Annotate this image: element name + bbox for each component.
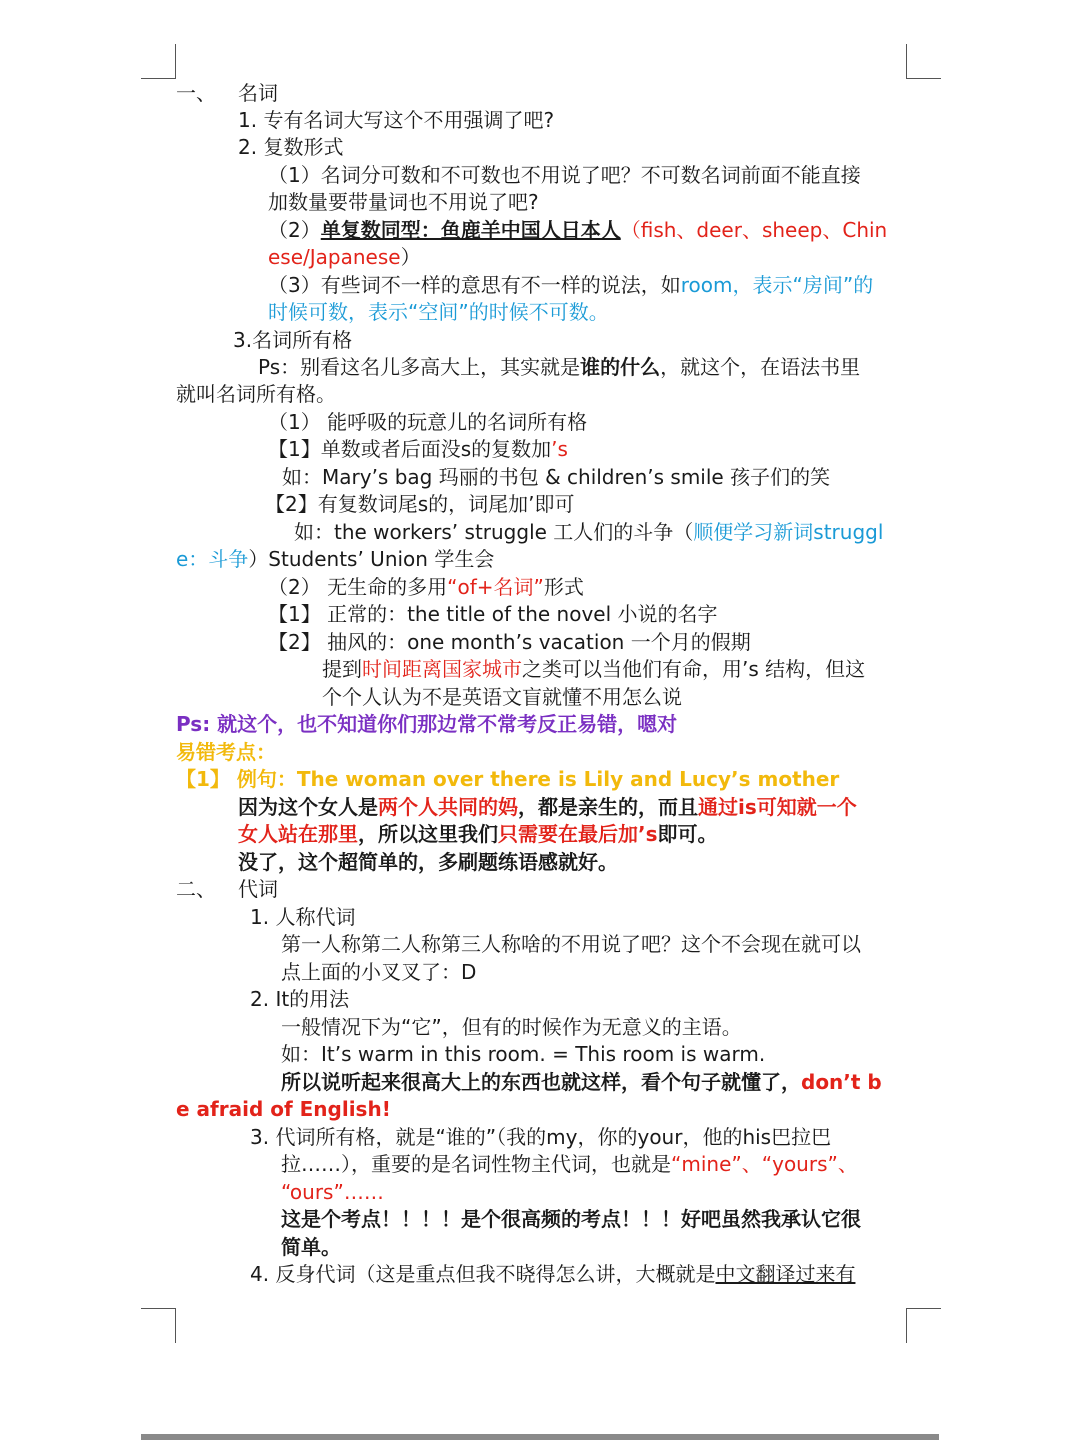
text-line [268,217,887,244]
text-run: 【1】单数或者后面没s的复数加 [268,437,552,461]
text-line: 就叫名词所有格。 [176,382,336,406]
page-corner-mark-top-right [906,44,941,79]
text-line: 如：It’s warm in this room. = This room is warm. [281,1042,766,1066]
highlight-text: ’s [551,437,568,461]
text-line: 【2】 抽风的：one month’s vacation 一个月的假期 [268,630,751,654]
highlight-text: ese/Japanese [268,245,401,269]
text-line [268,436,568,463]
text-line: 1. 人称代词 [250,905,356,929]
text-run: （2） [268,218,321,242]
text-line: 【2】有复数词尾s的，词尾加’即可 [265,492,575,516]
page-corner-mark-bottom-left [141,1308,176,1343]
text-line [268,272,873,299]
text-run: 之类可以当他们有命，用’s 结构，但这 [522,657,866,681]
text-line: 个个人认为不是英语文盲就懂不用怎么说 [322,685,682,709]
text-line: 2. It的用法 [250,987,350,1011]
text-run: 因为这个女人是 [238,795,378,819]
ps-note: Ps: 就这个，也不知道你们那边常不常考反正易错，嗯对 [176,712,678,736]
highlight-text: （fish、deer、sheep、Chin [620,218,888,242]
text-run: 形式 [543,575,584,599]
highlight-text: room，表示“房间”的 [680,273,874,297]
highlight-text: 顺便学习新词struggl [693,520,884,544]
section-title: 名词 [238,81,278,105]
text-line [294,519,883,546]
text-run: 如：the workers’ struggle 工人们的斗争（ [294,520,694,544]
underlined-text: 中文翻译过来有 [715,1262,856,1286]
highlight-text: “of+名词” [447,575,544,599]
text-run: ，所以这里我们 [358,822,498,846]
text-line [238,821,718,848]
text-run: ） [400,245,421,269]
text-line: 3. 代词所有格，就是“谁的”（我的my，你的your，他的his巴拉巴 [250,1125,832,1149]
section-number: 二、 [176,877,216,901]
text-run: 所以说听起来很高大上的东西也就这样，看个句子就懂了， [281,1070,801,1094]
text-line: 加数量要带量词也不用说了吧? [268,190,539,214]
text-line: （1） 能呼吸的玩意儿的名词所有格 [268,410,588,434]
text-line [322,656,865,683]
scroll-indicator-bar [141,1434,939,1440]
text-run: 提到 [322,657,362,681]
example-sentence: 【1】 例句：The woman over there is Lily and Lucy’s mother [176,767,840,791]
text-run: ，都是亲生的，而且 [518,795,698,819]
highlight-text: 只需要在最后加’s [498,822,658,846]
emphasis-text: 谁的什么 [580,355,661,379]
text-line [281,1069,882,1096]
highlight-text: 时间距离国家城市 [362,657,522,681]
text-line [258,354,860,381]
text-run: 拉……），重要的是名词性物主代词，也就是 [281,1152,671,1176]
section-title: 代词 [238,877,278,901]
highlight-text: e：斗争 [176,547,249,571]
highlight-text: “mine”、“yours”、 [671,1152,858,1176]
text-line: 2. 复数形式 [238,135,344,159]
text-run: （2） 无生命的多用 [268,575,448,599]
text-line: 时候可数，表示“空间”的时候不可数。 [268,300,609,324]
text-run: Ps：别看这名儿多高大上，其实就是 [258,355,581,379]
text-line: 一般情况下为“它”，但有的时候作为无意义的主语。 [281,1015,742,1039]
text-line: 简单。 [281,1235,341,1259]
section-heading-1 [176,80,278,107]
text-run: ）Students’ Union 学生会 [248,547,495,571]
text-line: 如：Mary’s bag 玛丽的书包 & children’s smile 孩子们的笑 [282,465,831,489]
subsection-heading: 3.名词所有格 [233,328,353,352]
text-line [250,1261,855,1288]
text-line [238,794,857,821]
text-line [268,574,584,601]
text-line: 没了，这个超简单的，多刷题练语感就好。 [238,850,618,874]
text-run: （3）有些词不一样的意思有不一样的说法，如 [268,273,681,297]
text-line: e afraid of English! [176,1097,391,1121]
section-heading-2 [176,876,278,903]
text-line: 点上面的小叉叉了：D [281,960,477,984]
emphasis-text: 单复数同型：鱼鹿羊中国人日本人 [320,218,621,242]
text-line: 1. 专有名词大写这个不用强调了吧? [238,108,555,132]
text-line: 【1】 正常的：the title of the novel 小说的名字 [268,602,718,626]
text-run: 4. 反身代词（这是重点但我不晓得怎么讲，大概就是 [250,1262,716,1286]
text-line: “ours”…… [281,1180,384,1204]
text-line: 第一人称第二人称第三人称啥的不用说了吧？这个不会现在就可以 [281,932,861,956]
text-line [176,546,494,573]
section-number: 一、 [176,81,216,105]
text-run: 即可。 [657,822,718,846]
text-line [268,244,421,271]
highlight-text: don’t b [801,1070,882,1094]
highlight-text: 女人站在那里 [238,822,358,846]
text-line: 这是个考点！！！！是个很高频的考点！！！好吧虽然我承认它很 [281,1207,861,1231]
text-run: ，就这个，在语法书里 [660,355,861,379]
page-corner-mark-bottom-right [906,1308,941,1343]
text-line [281,1151,858,1178]
page-corner-mark-top-left [141,44,176,79]
highlight-text: 通过is可知就一个 [698,795,857,819]
error-prone-heading: 易错考点： [176,740,276,764]
highlight-text: 两个人共同的妈 [378,795,518,819]
text-line: （1）名词分可数和不可数也不用说了吧？不可数名词前面不能直接 [268,163,861,187]
